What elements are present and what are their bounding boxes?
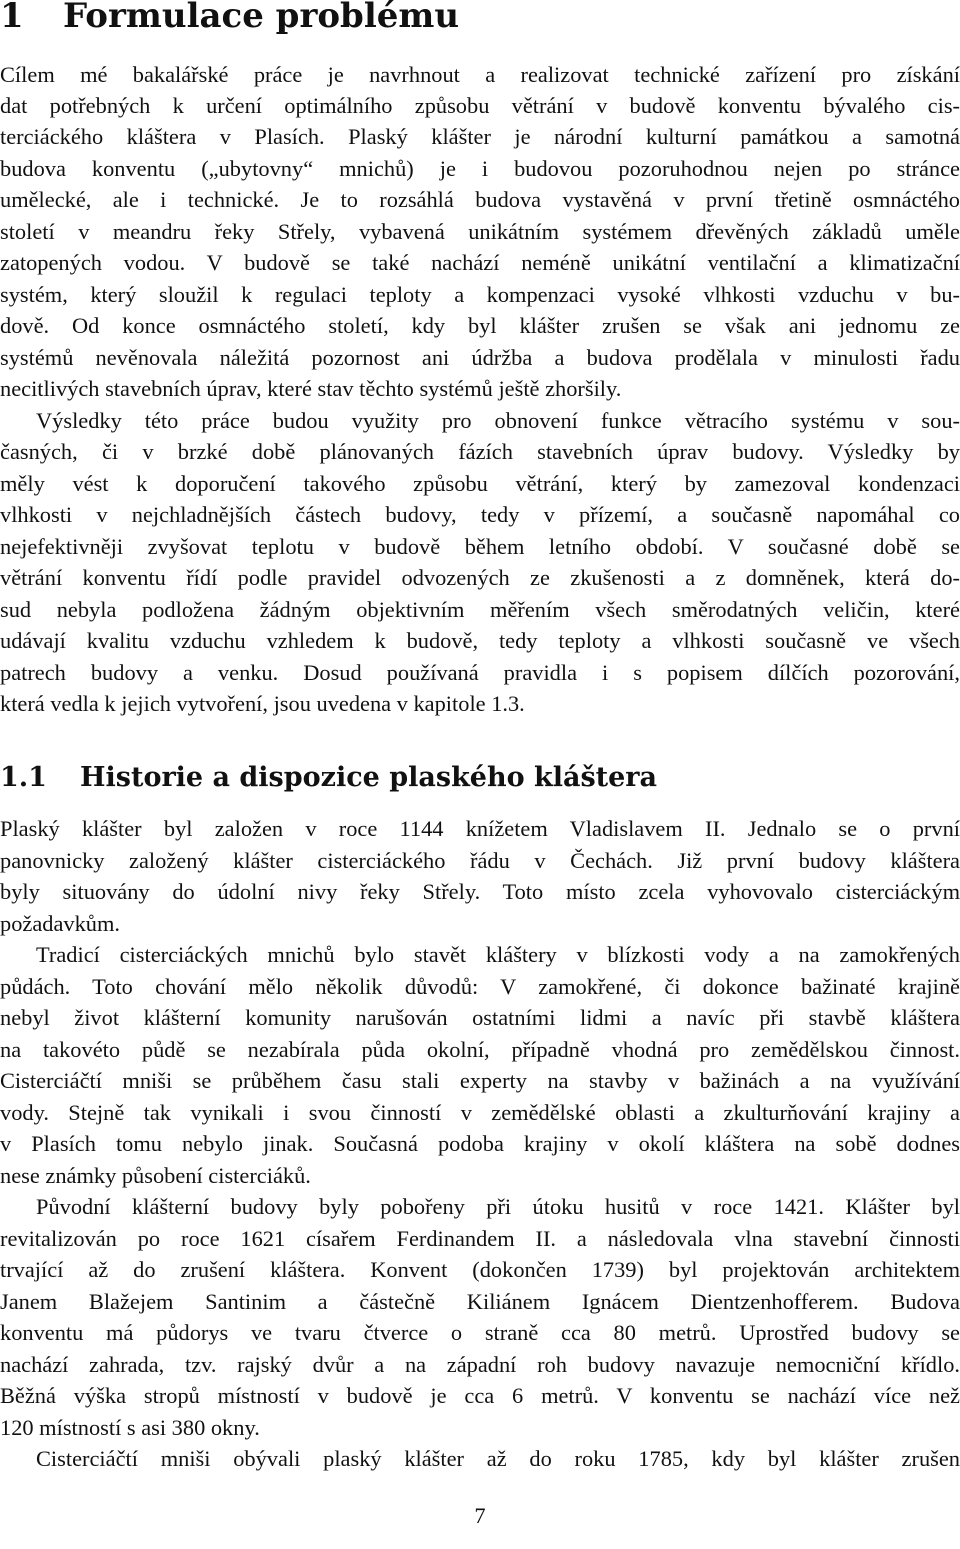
section-line: nachází zahrada, tzv. rajský dvůr a na západní roh budovy navazuje nemocniční křídlo. [0, 1352, 960, 1377]
section-line: Janem Blažejem Santinim a částečně Kiliánem Ignácem Dientzenhofferem. Budova [0, 1289, 960, 1314]
intro-line: systém, který sloužil k regulaci teploty a kompenzaci vysoké vlhkosti vzduchu v bu- [0, 282, 960, 307]
intro-line: Cílem mé bakalářské práce je navrhnout a realizovat technické zařízení pro získání [0, 62, 960, 87]
section-line: Běžná výška stropů místností v budově je cca 6 metrů. V konventu se nachází více než [0, 1383, 960, 1408]
intro-line: umělecké, ale i technické. Je to rozsáhlá budova vystavěná v první třetině osmnáctého [0, 187, 960, 212]
section-line: v Plasích tomu nebylo jinak. Současná podoba krajiny v okolí kláštera na sobě dodnes [0, 1131, 960, 1156]
intro-line: necitlivých stavebních úprav, které stav těchto systémů ještě zhoršily. [0, 376, 622, 401]
section-line: nese známky působení cisterciáků. [0, 1163, 311, 1188]
section-line: konventu má půdorys ve tvaru čtverce o straně cca 80 metrů. Uprostřed budovy se [0, 1320, 960, 1345]
intro-line: sud nebyla podložena žádným objektivním měřením všech směrodatných veličin, které [0, 597, 960, 622]
intro-line: zatopených vodou. V budově se také nachází neméně unikátní ventilační a klimatizační [0, 250, 960, 275]
intro-line: budova konventu („ubytovny“ mnichů) je i budovou pozoruhodnou nejen po stránce [0, 156, 960, 181]
section-line: 120 místností s asi 380 okny. [0, 1415, 260, 1440]
section-line: Cisterciáčtí mniši obývali plaský klášter až do roku 1785, kdy byl klášter zrušen [36, 1446, 960, 1471]
intro-line: vlhkosti v nejchladnějších částech budovy, tedy v přízemí, a současně napomáhal co [0, 502, 960, 527]
chapter-heading [0, 0, 459, 38]
intro-line: století v meandru řeky Střely, vybavená unikátním systémem dřevěných základů uměle [0, 219, 960, 244]
intro-line: udávají kvalitu vzduchu vzhledem k budově, tedy teploty a vlhkosti současně ve všech [0, 628, 960, 653]
section-line: Tradicí cisterciáckých mnichů bylo stavět kláštery v blízkosti vody a na zamokřených [36, 942, 960, 967]
intro-line: dově. Od konce osmnáctého století, kdy byl klášter zrušen se však ani jednomu ze [0, 313, 960, 338]
chapter-title: Formulace problému [63, 0, 460, 36]
section-heading [0, 758, 657, 798]
intro-line: větrání konventu řídí podle pravidel odvozených ze zkušenosti a z domněnek, která do- [0, 565, 960, 590]
intro-line: která vedla k jejich vytvoření, jsou uvedena v kapitole 1.3. [0, 691, 525, 716]
intro-line: časných, či v brzké době plánovaných fázích stavebních úprav budovy. Výsledky by [0, 439, 960, 464]
section-line: požadavkům. [0, 911, 120, 936]
section-line: Původní klášterní budovy byly pobořeny při útoku husitů v roce 1421. Klášter byl [36, 1194, 960, 1219]
section-line: nebyl život klášterní komunity narušován ostatními lidmi a navíc při stavbě kláštera [0, 1005, 960, 1030]
intro-line: nejefektivněji zvyšovat teplotu v budově během letního období. V současné době se [0, 534, 960, 559]
section-number: 1.1 [0, 762, 47, 793]
section-line: trvající až do zrušení kláštera. Konvent (dokončen 1739) byl projektován architektem [0, 1257, 960, 1282]
section-line: byly situovány do údolní nivy řeky Střely. Toto místo zcela vyhovovalo cisterciáckým [0, 879, 960, 904]
page-number: 7 [474, 1503, 486, 1528]
intro-line: dat potřebných k určení optimálního způsobu větrání v budově konventu bývalého cis- [0, 93, 960, 118]
intro-line: terciáckého kláštera v Plasích. Plaský klášter je národní kulturní památkou a samotná [0, 124, 960, 149]
section-line: vody. Stejně tak vynikali i svou činností v zemědělské oblasti a zkulturňování krajiny a [0, 1100, 960, 1125]
section-line: na takovéto půdě se nezabírala půda okolní, případně vhodná pro zemědělskou činnost. [0, 1037, 960, 1062]
section-line: Plaský klášter byl založen v roce 1144 knížetem Vladislavem II. Jednalo se o první [0, 816, 960, 841]
section-line: Cisterciáčtí mniši se průběhem času stali experty na stavby v bažinách a na využívání [0, 1068, 960, 1093]
section-title: Historie a dispozice plaského kláštera [80, 762, 658, 793]
intro-line: systémů nevěnovala náležitá pozornost ani údržba a budova prodělala v minulosti řadu [0, 345, 960, 370]
chapter-number: 1 [0, 0, 24, 36]
section-line: půdách. Toto chování mělo několik důvodů: V zamokřené, či dokonce bažinaté krajině [0, 974, 960, 999]
intro-line: patrech budovy a venku. Dosud používaná pravidla i s popisem dílčích pozorování, [0, 660, 960, 685]
intro-line: Výsledky této práce budou využity pro obnovení funkce větracího systému v sou- [36, 408, 960, 433]
section-line: panovnicky založený klášter cisterciáckého řádu v Čechách. Již první budovy kláštera [0, 848, 960, 873]
section-line: revitalizován po roce 1621 císařem Ferdinandem II. a následovala vlna stavební činnosti [0, 1226, 960, 1251]
intro-line: měly vést k doporučení takového způsobu větrání, který by zamezoval kondenzaci [0, 471, 960, 496]
